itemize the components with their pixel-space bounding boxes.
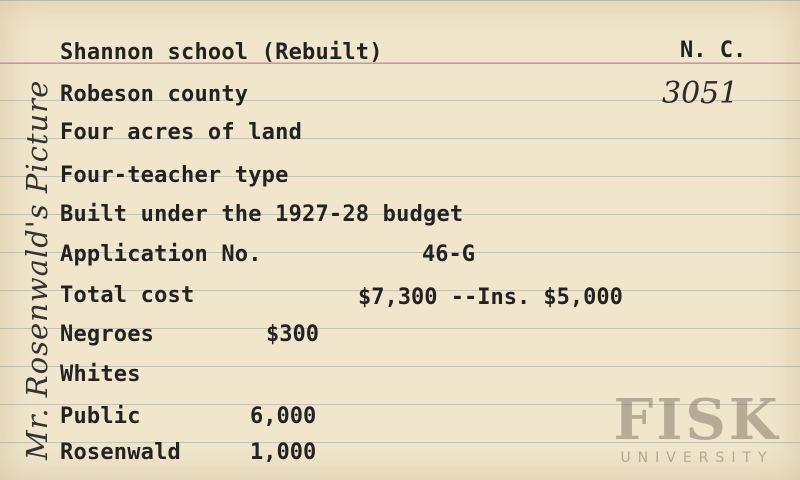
total-cost-label: Total cost (60, 283, 195, 308)
land-line: Four acres of land (60, 120, 303, 145)
watermark-name: FISK (613, 387, 781, 453)
negroes-label: Negroes (60, 322, 155, 347)
public-value: 6,000 (250, 404, 317, 429)
rosenwald-label: Rosenwald (60, 440, 182, 465)
application-label: Application No. (60, 242, 262, 267)
negroes-value: $300 (266, 322, 319, 347)
watermark-subtitle: UNIVERSITY (620, 450, 774, 466)
county-line: Robeson county (60, 82, 249, 107)
total-cost-value: $7,300 --Ins. $5,000 (358, 285, 623, 310)
rosenwald-value: 1,000 (250, 440, 317, 465)
fisk-university-watermark (606, 387, 788, 470)
application-value: 46-G (422, 242, 475, 267)
school-name-line: Shannon school (Rebuilt) (60, 40, 383, 65)
state-label: N. C. (680, 38, 747, 63)
public-label: Public (60, 404, 141, 429)
type-line: Four-teacher type (60, 163, 289, 188)
whites-label: Whites (60, 362, 141, 387)
budget-line: Built under the 1927-28 budget (60, 202, 464, 227)
handwritten-card-number: 3051 (662, 76, 739, 111)
handwritten-margin-note: Mr. Rosenwald's Picture (20, 79, 54, 460)
